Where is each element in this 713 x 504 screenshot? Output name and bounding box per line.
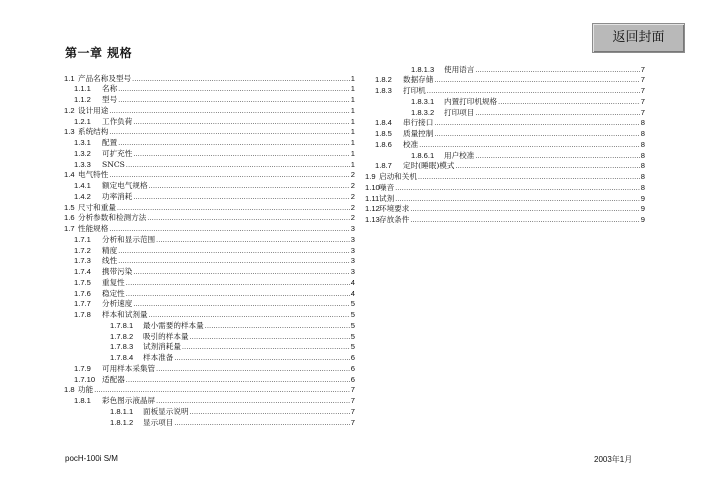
toc-entry[interactable] (365, 183, 645, 194)
toc-entry-title: 试剂 (379, 193, 395, 203)
toc-entry[interactable] (64, 332, 355, 343)
toc-entry-page: 8 (640, 182, 645, 192)
toc-entry-number: 1.7.10 (74, 374, 96, 384)
toc-entry-number: 1.1.2 (74, 95, 91, 104)
toc-entry-title: 稳定性 (102, 288, 125, 298)
toc-entry-number: 1.8.4 (375, 118, 392, 128)
toc-entry-title: 用户校准 (444, 150, 475, 160)
toc-leader-dots (109, 107, 349, 118)
toc-leader-dots (118, 247, 350, 258)
toc-entry[interactable] (64, 213, 355, 224)
toc-entry-number: 1.8.1 (74, 396, 91, 405)
toc-leader-dots (126, 290, 350, 301)
toc-entry-number: 1.7.1 (74, 234, 91, 244)
toc-entry-page: 2 (350, 170, 355, 180)
toc-entry-title: 携带污染 (102, 267, 133, 276)
toc-entry-number: 1.8.3 (375, 86, 392, 95)
toc-entry-title: 配置 (102, 138, 118, 147)
toc-entry[interactable] (365, 118, 645, 129)
toc-entry[interactable] (365, 204, 645, 215)
toc-left-column (64, 74, 355, 429)
toc-entry[interactable] (64, 170, 355, 181)
toc-entry-page: 3 (350, 267, 355, 276)
toc-entry-title: 打印机 (403, 86, 426, 95)
toc-entry-number: 1.3.3 (74, 159, 91, 169)
toc-entry-page: 3 (350, 224, 355, 233)
toc-leader-dots (126, 279, 350, 290)
toc-entry-page: 1 (350, 138, 355, 147)
toc-entry[interactable] (64, 310, 355, 321)
toc-leader-dots (410, 216, 639, 227)
toc-entry[interactable] (64, 321, 355, 332)
toc-entry-page: 6 (350, 353, 355, 362)
toc-entry-title: 彩色图示液晶屏 (102, 396, 156, 405)
toc-entry[interactable] (64, 149, 355, 160)
toc-entry-page: 2 (350, 181, 355, 190)
toc-entry-title: 内置打印机规格 (444, 96, 498, 106)
toc-entry-title: 额定电气规格 (102, 181, 148, 190)
toc-entry-title: 产品名称及型号 (78, 73, 132, 83)
toc-entry-title: 重复性 (102, 277, 125, 287)
toc-entry-title: 线性 (102, 256, 118, 266)
toc-entry-number: 1.5 (64, 202, 75, 212)
toc-entry[interactable] (365, 140, 645, 151)
toc-entry-number: 1.6 (64, 213, 75, 223)
toc-entry[interactable] (365, 97, 645, 108)
toc-entry-page: 6 (350, 374, 355, 384)
toc-entry-number: 1.11 (365, 193, 380, 203)
toc-entry[interactable] (64, 203, 355, 214)
toc-entry-number: 1.8.6 (375, 139, 392, 149)
toc-entry-title: SNCS (102, 159, 125, 169)
toc-entry-page: 8 (640, 172, 645, 181)
toc-entry[interactable] (365, 75, 645, 86)
toc-entry[interactable] (64, 256, 355, 267)
toc-entry-number: 1.8.6.1 (411, 150, 435, 160)
toc-entry-title: 工作负荷 (102, 116, 133, 126)
toc-leader-dots (434, 119, 639, 130)
toc-entry-title: 分析参数和检测方法 (78, 213, 147, 223)
toc-entry-page: 8 (640, 161, 645, 171)
toc-entry-title: 样本和试剂量 (102, 310, 148, 319)
toc-leader-dots (456, 162, 640, 173)
toc-entry-number: 1.7.8.1 (110, 320, 134, 330)
toc-entry-title: 精度 (102, 245, 118, 255)
toc-entry-page: 5 (350, 342, 355, 352)
toc-entry-page: 7 (640, 75, 645, 85)
toc-leader-dots (156, 365, 350, 376)
toc-leader-dots (205, 322, 350, 333)
toc-entry[interactable] (64, 117, 355, 128)
toc-entry[interactable] (64, 138, 355, 149)
toc-entry-title: 串行接口 (403, 118, 434, 128)
toc-entry-title: 打印项目 (444, 107, 475, 117)
footer-date: 2003年1月 (594, 455, 633, 464)
toc-entry-title: 校准 (403, 139, 419, 149)
toc-entry-number: 1.7 (64, 224, 75, 233)
toc-entry[interactable] (64, 407, 355, 418)
toc-entry-title: 噪音 (379, 182, 395, 192)
toc-leader-dots (190, 333, 350, 344)
toc-entry[interactable] (64, 278, 355, 289)
toc-entry-page: 9 (640, 215, 645, 224)
toc-entry-page: 7 (640, 107, 645, 117)
toc-leader-dots (410, 205, 639, 216)
toc-entry-number: 1.4 (64, 170, 75, 180)
toc-entry-number: 1.7.7 (74, 299, 91, 309)
toc-entry-page: 7 (350, 385, 355, 395)
toc-entry-number: 1.7.2 (74, 245, 91, 255)
toc-entry-title: 系统结构 (78, 127, 109, 137)
toc-entry[interactable] (365, 172, 645, 183)
toc-entry[interactable] (64, 246, 355, 257)
toc-leader-dots (117, 204, 350, 215)
toc-leader-dots (434, 130, 639, 141)
toc-entry-page: 1 (350, 116, 355, 126)
toc-leader-dots (156, 236, 350, 247)
toc-entry-page: 7 (640, 96, 645, 106)
toc-entry-number: 1.4.2 (74, 191, 91, 201)
toc-entry-title: 设计用途 (78, 105, 109, 115)
toc-entry-number: 1.8.1.1 (110, 406, 134, 416)
toc-leader-dots (133, 300, 349, 311)
toc-leader-dots (133, 193, 349, 204)
toc-entry-page: 1 (350, 84, 355, 94)
toc-entry-number: 1.8.5 (375, 129, 392, 138)
toc-entry-number: 1.7.3 (74, 256, 91, 266)
toc-leader-dots (126, 376, 350, 387)
toc-entry-number: 1.9 (365, 172, 376, 181)
footer-model: pocH-100i S/M (65, 454, 118, 463)
toc-entry-title: 面板显示说明 (143, 406, 189, 416)
toc-leader-dots (475, 66, 639, 77)
toc-entry-title: 电气特性 (78, 170, 109, 180)
toc-entry-page: 1 (350, 95, 355, 104)
toc-entry-page: 5 (350, 331, 355, 341)
toc-entry-page: 4 (350, 277, 355, 287)
toc-entry-number: 1.10 (365, 182, 380, 192)
toc-leader-dots (434, 76, 639, 87)
toc-leader-dots (133, 118, 349, 129)
toc-entry-number: 1.7.8.2 (110, 331, 134, 341)
toc-entry-number: 1.7.8 (74, 310, 91, 319)
toc-entry[interactable] (64, 95, 355, 106)
toc-entry-title: 数据存储 (403, 75, 434, 85)
toc-entry-number: 1.7.8.4 (110, 353, 134, 362)
toc-leader-dots (118, 96, 350, 107)
toc-entry-title: 吸引的样本量 (143, 331, 189, 341)
toc-entry-page: 1 (350, 159, 355, 169)
toc-entry[interactable] (64, 74, 355, 85)
toc-entry[interactable] (64, 192, 355, 203)
toc-entry-title: 分析和显示范围 (102, 234, 156, 244)
toc-entry-number: 1.7.6 (74, 288, 91, 298)
toc-leader-dots (126, 161, 350, 172)
toc-leader-dots (395, 184, 640, 195)
toc-entry-page: 3 (350, 234, 355, 244)
toc-entry[interactable] (64, 160, 355, 171)
toc-entry-page: 2 (350, 191, 355, 201)
toc-entry[interactable] (64, 267, 355, 278)
toc-leader-dots (109, 128, 349, 139)
toc-entry-page: 7 (640, 64, 645, 74)
toc-entry-title: 功能 (78, 385, 94, 395)
toc-entry-page: 7 (350, 417, 355, 427)
toc-entry-title: 最小需要的样本量 (143, 320, 204, 330)
toc-entry-title: 试剂消耗量 (143, 342, 181, 352)
toc-entry-page: 7 (350, 406, 355, 416)
toc-entry-page: 1 (350, 73, 355, 83)
toc-entry[interactable] (365, 108, 645, 119)
toc-entry-title: 定时(睡眠)模式 (403, 161, 455, 171)
toc-entry[interactable] (64, 418, 355, 429)
toc-entry[interactable] (365, 86, 645, 97)
toc-entry[interactable] (64, 106, 355, 117)
toc-entry-page: 4 (350, 288, 355, 298)
toc-entry[interactable] (64, 299, 355, 310)
toc-entry[interactable] (64, 235, 355, 246)
toc-entry-page: 5 (350, 299, 355, 309)
toc-entry[interactable] (365, 215, 645, 226)
toc-entry-page: 5 (350, 320, 355, 330)
toc-entry-title: 型号 (102, 95, 118, 104)
toc-entry[interactable] (64, 385, 355, 396)
toc-leader-dots (418, 173, 640, 184)
toc-leader-dots (475, 109, 639, 120)
toc-entry[interactable] (64, 396, 355, 407)
toc-entry-title: 使用语言 (444, 64, 475, 74)
toc-entry-page: 1 (350, 105, 355, 115)
toc-entry-page: 9 (640, 193, 645, 203)
toc-entry-number: 1.7.8.3 (110, 342, 134, 352)
toc-entry-page: 1 (350, 148, 355, 158)
back-to-cover-button[interactable]: 返回封面 (592, 23, 685, 53)
toc-entry-number: 1.7.9 (74, 363, 91, 373)
toc-entry-number: 1.13 (365, 215, 380, 224)
toc-entry-number: 1.8 (64, 385, 75, 395)
toc-entry[interactable] (365, 161, 645, 172)
toc-entry-number: 1.8.3.2 (411, 107, 435, 117)
toc-entry[interactable] (365, 129, 645, 140)
toc-leader-dots (118, 257, 350, 268)
toc-leader-dots (498, 98, 640, 109)
toc-entry[interactable] (64, 289, 355, 300)
toc-entry-number: 1.1 (64, 73, 75, 83)
toc-leader-dots (190, 408, 350, 419)
toc-entry-page: 8 (640, 118, 645, 128)
toc-leader-dots (174, 354, 349, 365)
toc-entry[interactable] (64, 224, 355, 235)
toc-entry-title: 存放条件 (379, 215, 410, 224)
toc-entry-number: 1.12 (365, 204, 380, 214)
toc-entry-number: 1.7.4 (74, 267, 91, 276)
toc-leader-dots (395, 195, 640, 206)
toc-entry-number: 1.3.2 (74, 148, 91, 158)
toc-entry-title: 启动和关机 (379, 172, 417, 181)
toc-entry-page: 8 (640, 150, 645, 160)
toc-leader-dots (174, 419, 349, 430)
toc-entry-page: 9 (640, 204, 645, 214)
chapter-title: 第一章 规格 (65, 46, 133, 60)
toc-entry-number: 1.8.2 (375, 75, 392, 85)
toc-entry-number: 1.3.1 (74, 138, 91, 147)
toc-entry-page: 6 (350, 363, 355, 373)
toc-right-column (365, 65, 645, 226)
toc-entry[interactable] (64, 342, 355, 353)
toc-entry-title: 环境要求 (379, 204, 410, 214)
toc-entry-number: 1.8.7 (375, 161, 392, 171)
toc-entry-number: 1.3 (64, 127, 75, 137)
toc-entry-title: 性能规格 (78, 224, 109, 233)
toc-entry-page: 2 (350, 213, 355, 223)
toc-entry-page: 5 (350, 310, 355, 319)
toc-entry-number: 1.7.5 (74, 277, 91, 287)
toc-entry[interactable] (64, 127, 355, 138)
toc-entry-title: 可扩充性 (102, 148, 133, 158)
toc-entry-number: 1.8.1.3 (411, 64, 435, 74)
toc-entry-page: 1 (350, 127, 355, 137)
toc-entry-title: 可用样本采集管 (102, 363, 156, 373)
toc-entry[interactable] (365, 65, 645, 76)
toc-leader-dots (118, 85, 350, 96)
toc-entry-number: 1.1.1 (74, 84, 91, 94)
toc-leader-dots (133, 150, 349, 161)
toc-leader-dots (182, 343, 350, 354)
toc-entry-page: 7 (350, 396, 355, 405)
toc-entry-page: 3 (350, 245, 355, 255)
toc-entry-page: 8 (640, 129, 645, 138)
toc-entry-number: 1.8.1.2 (110, 417, 134, 427)
toc-leader-dots (133, 268, 349, 279)
toc-entry[interactable] (64, 364, 355, 375)
toc-entry-title: 名称 (102, 84, 118, 94)
toc-entry-page: 8 (640, 139, 645, 149)
toc-leader-dots (147, 214, 349, 225)
toc-entry[interactable] (64, 375, 355, 386)
toc-entry[interactable] (365, 194, 645, 205)
toc-leader-dots (118, 139, 350, 150)
toc-entry-number: 1.8.3.1 (411, 96, 435, 106)
toc-entry-title: 功率消耗 (102, 191, 133, 201)
toc-entry-title: 分析速度 (102, 299, 133, 309)
toc-leader-dots (475, 152, 639, 163)
toc-entry-page: 7 (640, 86, 645, 95)
toc-entry[interactable] (365, 151, 645, 162)
toc-entry-title: 样本准备 (143, 353, 174, 362)
toc-entry-title: 显示项目 (143, 417, 174, 427)
toc-entry[interactable] (64, 353, 355, 364)
toc-entry[interactable] (64, 181, 355, 192)
toc-leader-dots (149, 182, 350, 193)
toc-entry-number: 1.4.1 (74, 181, 91, 190)
toc-entry-page: 2 (350, 202, 355, 212)
toc-entry-number: 1.2 (64, 105, 75, 115)
toc-entry-number: 1.2.1 (74, 116, 91, 126)
toc-entry-page: 3 (350, 256, 355, 266)
toc-entry-title: 适配器 (102, 374, 125, 384)
toc-leader-dots (132, 75, 350, 86)
toc-entry[interactable] (64, 84, 355, 95)
toc-entry-title: 质量控制 (403, 129, 434, 138)
toc-entry-title: 尺寸和重量 (78, 202, 116, 212)
